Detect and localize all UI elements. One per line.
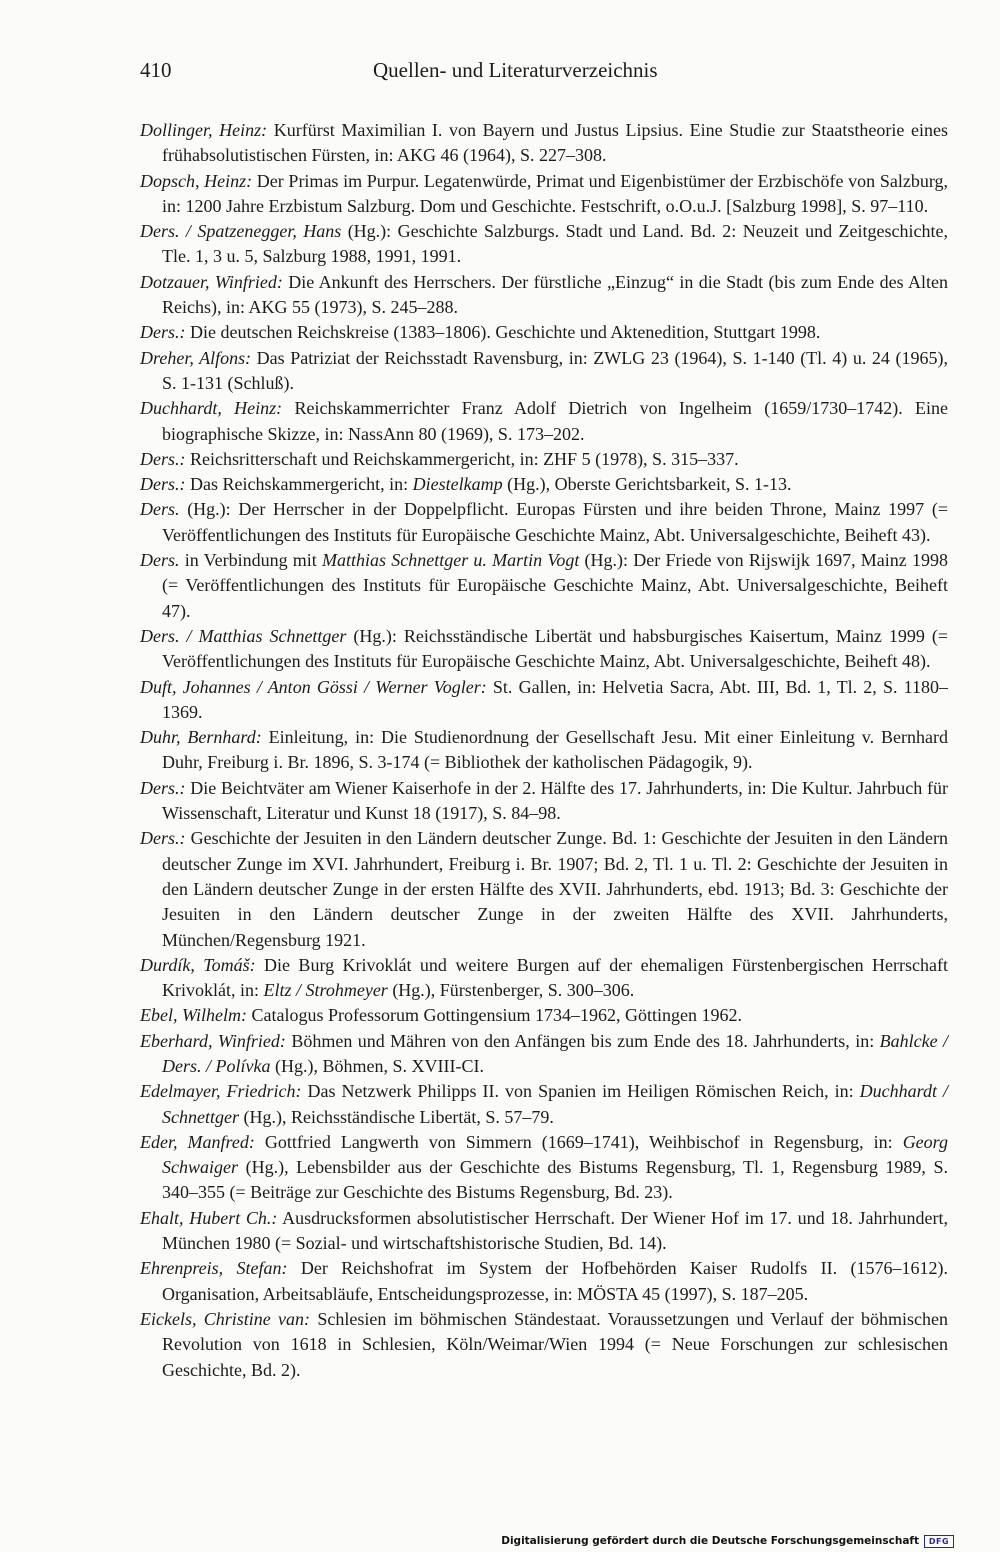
entry-text: Das Patriziat der Reichsstadt Ravensburg, in: ZWLG 23 (1964), S. 1-140 (Tl. 4) u. 24 (1965), S. 1-131 (Schluß). [162, 347, 949, 393]
entry-text: Die Beichtväter am Wiener Kaiserhofe in der 2. Hälfte des 17. Jahrhunderts, in: Die Kultur. Jahrbuch für Wissenschaft, Literatur und Kunst 18 (1917), S. 84–98. [162, 777, 948, 824]
entry-text: Schlesien im böhmischen Ständestaat. Voraussetzungen und Verlauf der böhmischen Revolution von 1618 in Schlesien, Köln/Weimar/Wien 1994 (= Neue Forschungen zur schlesischen Geschichte, Bd. 2). [162, 1308, 948, 1380]
bibliography-entry [140, 472, 948, 497]
bibliography-entry [140, 1130, 948, 1206]
bibliography-entry [140, 1079, 948, 1130]
entry-text: St. Gallen, in: Helvetia Sacra, Abt. III, Bd. 1, Tl. 2, S. 1180–1369. [162, 676, 948, 722]
entry-author: Eltz / Strohmeyer [263, 980, 388, 1001]
entry-text: Der Reichshofrat im System der Hofbehörden Kaiser Rudolfs II. (1576–1612). Organisation, Arbeitsabläufe, Entscheidungsprozesse, in: MÖSTA 45 (1997), S. 187–205. [162, 1258, 949, 1304]
entry-text: (Hg.): Der Herrscher in der Doppelpflicht. Europas Fürsten und ihre beiden Throne, Mainz 1997 (= Veröffentlichungen des Instituts für Europäische Geschichte Mainz, Abt. Universalgeschichte, Beiheft 43). [162, 499, 948, 545]
entry-text: Einleitung, in: Die Studienordnung der Gesellschaft Jesu. Mit einer Einleitung v. Bernhard Duhr, Freiburg i. Br. 1896, S. 3-174 (= Bibliothek der katholischen Pädagogik, 9). [162, 727, 948, 773]
entry-author: Ders. [140, 499, 180, 520]
entry-text: (Hg.), Oberste Gerichtsbarkeit, S. 1-13. [502, 474, 792, 495]
entry-text: (Hg.), Fürstenberger, S. 300–306. [387, 980, 635, 1001]
entry-text: Ausdrucksformen absolutistischer Herrschaft. Der Wiener Hof im 17. und 18. Jahrhundert, München 1980 (= Sozial- und wirtschaftshistorische Studien, Bd. 14). [162, 1207, 949, 1254]
entry-author: Ders.: [140, 474, 186, 495]
entry-text: in Verbindung mit [179, 550, 323, 571]
entry-text: (Hg.), Lebensbilder aus der Geschichte des Bistums Regensburg, Tl. 1, Regensburg 1989, S. 340–355 (= Beiträge zur Geschichte des Bistums Regensburg, Bd. 23). [162, 1157, 948, 1203]
entry-text: Das Netzwerk Philipps II. von Spanien im Heiligen Römischen Reich, in: [301, 1081, 860, 1102]
entry-author: Bahlcke / Ders. / Polívka [162, 1030, 949, 1076]
bibliography-list [140, 118, 948, 1383]
entry-text: Reichsritterschaft und Reichskammergericht, in: ZHF 5 (1978), S. 315–337. [185, 448, 739, 469]
entry-author: Georg Schwaiger [162, 1131, 949, 1178]
bibliography-entry [140, 776, 948, 827]
entry-author: Ders.: [140, 777, 186, 798]
entry-author: Durdík, Tomáš: [140, 954, 256, 975]
entry-text: Die Ankunft des Herrschers. Der fürstliche „Einzug“ in die Stadt (bis zum Ende des Alten Reichs), in: AKG 55 (1973), S. 245–288. [162, 271, 948, 318]
entry-text: Catalogus Professorum Gottingensium 1734–1962, Göttingen 1962. [246, 1005, 742, 1026]
entry-text: Gottfried Langwerth von Simmern (1669–1741), Weihbischof in Regensburg, in: [254, 1131, 903, 1152]
entry-author: Ehalt, Hubert Ch.: [140, 1207, 278, 1228]
entry-author: Ebel, Wilhelm: [140, 1005, 247, 1026]
entry-text: Geschichte der Jesuiten in den Ländern deutscher Zunge. Bd. 1: Geschichte der Jesuiten in den Ländern deutscher Zunge im XVI. Jahrhundert, Freiburg i. Br. 1907; Bd. 2, Tl. 1 u. Tl. 2: Geschichte der Jesuiten in den Ländern deutscher Zunge in der ersten Hälfte des XVII. Jahrhunderts, ebd. 1913; Bd. 3: Geschichte der Jesuiten in den Ländern deutscher Zunge in der zweiten Hälfte des XVII. Jahrhunderts, München/Regensburg 1921. [162, 828, 948, 950]
entry-author: Edelmayer, Friedrich: [140, 1081, 302, 1102]
bibliography-entry [140, 1029, 948, 1080]
bibliography-entry [140, 624, 948, 675]
entry-text: Die deutschen Reichskreise (1383–1806). Geschichte und Aktenedition, Stuttgart 1998. [185, 322, 821, 343]
entry-text: (Hg.), Böhmen, S. XVIII-CI. [270, 1055, 484, 1076]
entry-author: Dreher, Alfons: [140, 347, 252, 368]
entry-author: Eickels, Christine van: [140, 1308, 311, 1329]
entry-author: Dopsch, Heinz: [140, 170, 253, 191]
entry-author: Ders. / Matthias Schnettger [140, 625, 347, 646]
entry-text: (Hg.), Reichsständische Libertät, S. 57–79. [238, 1106, 554, 1127]
entry-author: Duchhardt, Heinz: [140, 398, 283, 419]
entry-author: Duhr, Bernhard: [140, 727, 262, 748]
bibliography-entry [140, 169, 948, 220]
entry-author: Eberhard, Winfried: [140, 1030, 286, 1051]
bibliography-entry [140, 826, 948, 952]
entry-author: Matthias Schnettger u. Martin Vogt [322, 550, 580, 571]
bibliography-entry [140, 396, 948, 447]
entry-author: Diestelkamp [412, 474, 503, 495]
entry-author: Duft, Johannes / Anton Gössi / Werner Vogler: [140, 676, 487, 697]
entry-author: Ders.: [140, 448, 186, 469]
entry-text: Reichskammerrichter Franz Adolf Dietrich von Ingelheim (1659/1730–1742). Eine biographische Skizze, in: NassAnn 80 (1969), S. 173–202. [162, 398, 948, 444]
entry-author: Ehrenpreis, Stefan: [140, 1258, 288, 1279]
bibliography-entry [140, 1206, 948, 1257]
bibliography-entry [140, 1307, 948, 1383]
dfg-logo-icon: DFG [924, 1535, 954, 1548]
bibliography-entry [140, 346, 948, 397]
footer-credit: Digitalisierung gefördert durch die Deutsche Forschungsgemeinschaft [501, 1535, 919, 1547]
entry-text: (Hg.): Reichsständische Libertät und habsburgisches Kaisertum, Mainz 1999 (= Veröffentlichungen des Instituts für Europäische Geschichte Mainz, Abt. Universalgeschichte, Beiheft 48). [162, 625, 948, 672]
page-number: 410 [140, 58, 172, 82]
entry-author: Ders.: [140, 828, 186, 849]
entry-text: (Hg.): Der Friede von Rijswijk 1697, Mainz 1998 (= Veröffentlichungen des Instituts für Europäische Geschichte Mainz, Abt. Universalgeschichte, Beiheft 47). [162, 550, 948, 621]
bibliography-entry [140, 725, 948, 776]
bibliography-entry [140, 118, 948, 169]
entry-author: Ders. / Spatzenegger, Hans [140, 221, 342, 242]
entry-text: Der Primas im Purpur. Legatenwürde, Primat und Eigenbistümer der Erzbischöfe von Salzburg, in: 1200 Jahre Erzbistum Salzburg. Dom und Geschichte. Festschrift, o.O.u.J. [Salzburg 1998], S. 97–110. [162, 170, 948, 216]
bibliography-entry [140, 548, 948, 624]
bibliography-entry [140, 675, 948, 726]
entry-author: Ders.: [140, 322, 186, 343]
bibliography-entry [140, 447, 948, 472]
digitization-footer [501, 1533, 954, 1549]
bibliography-entry [140, 219, 948, 270]
page-header [140, 58, 948, 92]
bibliography-entry [140, 270, 948, 321]
entry-text: Kurfürst Maximilian I. von Bayern und Justus Lipsius. Eine Studie zur Staatstheorie eines frühabsolutistischen Fürsten, in: AKG 46 (1964), S. 227–308. [162, 120, 948, 166]
bibliography-entry [140, 320, 948, 345]
entry-author: Eder, Manfred: [140, 1131, 255, 1152]
entry-author: Dollinger, Heinz: [140, 120, 268, 140]
entry-author: Duchhardt / Schnettger [162, 1081, 949, 1127]
running-title: Quellen- und Literaturverzeichnis [373, 58, 658, 82]
bibliography-entry [140, 1256, 948, 1307]
bibliography-entry [140, 953, 948, 1004]
entry-author: Dotzauer, Winfried: [140, 271, 283, 292]
bibliography-entry [140, 497, 948, 548]
entry-text: (Hg.): Geschichte Salzburgs. Stadt und Land. Bd. 2: Neuzeit und Zeitgeschichte, Tle. 1, 3 u. 5, Salzburg 1988, 1991, 1991. [162, 221, 948, 267]
bibliography-entry [140, 1003, 948, 1028]
entry-text: Das Reichskammergericht, in: [185, 474, 413, 495]
entry-text: Die Burg Krivoklát und weitere Burgen auf der ehemaligen Fürstenbergischen Herrschaft Krivoklát, in: [162, 954, 948, 1001]
entry-author: Ders. [140, 550, 180, 571]
entry-text: Böhmen und Mähren von den Anfängen bis zum Ende des 18. Jahrhunderts, in: [285, 1030, 880, 1051]
